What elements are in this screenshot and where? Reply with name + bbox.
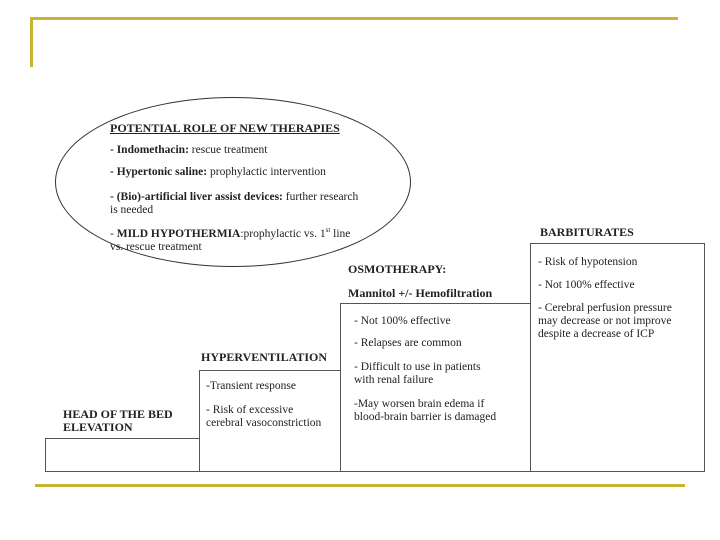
hyperventilation-item: - Risk of excessive — [206, 404, 294, 416]
therapy-item-mild-hypothermia-line2: vs. rescue treatment — [110, 241, 202, 253]
osmotherapy-item: blood-brain barrier is damaged — [354, 411, 497, 423]
therapy-item-liver-assist-line2: is needed — [110, 204, 154, 216]
head-of-bed-label-line2: ELEVATION — [63, 420, 133, 434]
therapy-detail: prophylactic intervention — [207, 166, 326, 178]
barbiturates-item: - Cerebral perfusion pressure — [538, 302, 672, 314]
therapy-detail: :prophylactic vs. 1 — [240, 228, 326, 240]
new-therapies-title: POTENTIAL ROLE OF NEW THERAPIES — [110, 121, 340, 135]
osmotherapy-item: - Difficult to use in patients — [354, 361, 481, 373]
osmotherapy-subtitle: Mannitol +/- Hemofiltration — [348, 286, 493, 300]
ordinal-suffix: st — [325, 226, 331, 235]
head-of-bed-label-line1: HEAD OF THE BED — [63, 407, 173, 421]
therapy-name: - Hypertonic saline: — [110, 166, 208, 178]
osmotherapy-item: - Relapses are common — [354, 337, 462, 349]
hyperventilation-item: -Transient response — [206, 380, 296, 392]
hyperventilation-title: HYPERVENTILATION — [201, 350, 328, 364]
therapy-name: - Indomethacin: — [110, 144, 189, 156]
step-barbiturates-box — [530, 243, 705, 472]
therapy-name: MILD HYPOTHERMIA — [116, 228, 241, 240]
osmotherapy-title: OSMOTHERAPY: — [348, 262, 447, 276]
therapy-item-hypertonic-saline — [110, 166, 326, 179]
therapy-name: - (Bio)-artificial liver assist devices: — [110, 191, 283, 203]
step-osmotherapy-box — [340, 303, 531, 472]
therapy-detail: further research — [282, 191, 359, 203]
therapy-detail: rescue treatment — [188, 144, 268, 156]
bottom-accent-line — [35, 484, 685, 487]
therapy-prefix: - — [110, 228, 117, 240]
hyperventilation-item: cerebral vasoconstriction — [206, 417, 322, 429]
therapy-item-indomethacin — [110, 144, 267, 157]
barbiturates-item: despite a decrease of ICP — [538, 328, 655, 340]
barbiturates-title: BARBITURATES — [540, 225, 634, 239]
left-accent-line — [30, 17, 33, 67]
therapy-detail-end: line — [330, 228, 351, 240]
barbiturates-item: - Not 100% effective — [538, 279, 635, 291]
barbiturates-item: may decrease or not improve — [538, 315, 672, 327]
osmotherapy-item: - Not 100% effective — [354, 315, 451, 327]
therapy-item-liver-assist — [110, 191, 358, 204]
osmotherapy-item: -May worsen brain edema if — [354, 398, 485, 410]
barbiturates-item: - Risk of hypotension — [538, 256, 638, 268]
top-accent-line — [30, 17, 678, 20]
step-head-of-bed-box — [45, 438, 200, 472]
therapy-item-mild-hypothermia — [110, 228, 350, 241]
osmotherapy-item: with renal failure — [354, 374, 434, 386]
